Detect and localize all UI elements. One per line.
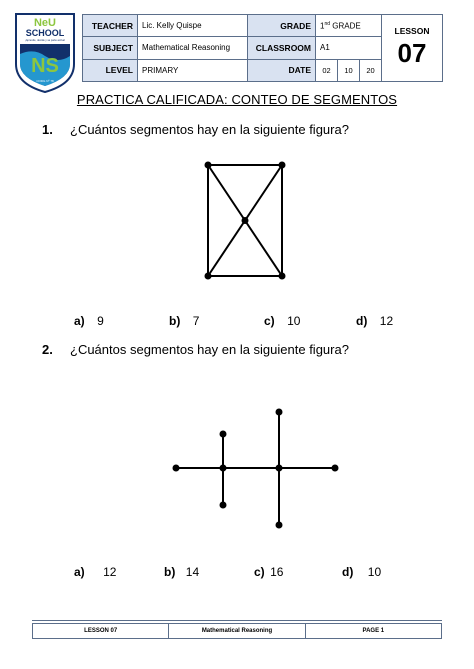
grade-value — [316, 15, 382, 37]
classroom-value: A1 — [316, 37, 382, 59]
q2-option-a-value: 12 — [103, 565, 117, 579]
question-2-text: ¿Cuántos segmentos hay en la siguiente figura? — [70, 342, 349, 357]
question-2-figure — [165, 400, 350, 540]
logo-text-school: SCHOOL — [25, 28, 65, 38]
q1-point — [279, 273, 286, 280]
q1-option-a[interactable] — [74, 312, 104, 330]
q1-option-b-letter: b) — [169, 314, 181, 328]
footer-table — [32, 623, 442, 639]
grade-value-rest: GRADE — [330, 21, 361, 31]
q1-option-a-value: 9 — [97, 314, 104, 328]
subject-value: Mathematical Reasoning — [138, 37, 248, 59]
q2-option-b-letter: b) — [164, 565, 176, 579]
q2-point — [220, 431, 227, 438]
date-label: DATE — [248, 59, 316, 81]
grade-value-sup: nd — [324, 20, 331, 27]
grade-value-num: 1 — [320, 21, 325, 31]
teacher-label: TEACHER — [83, 15, 138, 37]
lesson-label: LESSON — [394, 26, 430, 36]
date-month: 10 — [338, 59, 360, 81]
logo-initials: NS — [31, 55, 59, 77]
question-1-text: ¿Cuántos segmentos hay en la siguiente figura? — [70, 122, 349, 137]
q2-point — [220, 465, 227, 472]
q2-option-b[interactable] — [164, 563, 199, 581]
q2-option-d-letter: d) — [342, 565, 354, 579]
question-2-number: 2. — [42, 342, 53, 357]
logo-motto: ¡Aprende, decide y se parte activa! — [24, 39, 66, 42]
question-1-figure — [195, 155, 295, 285]
footer-subject: Mathematical Reasoning — [169, 624, 305, 639]
q2-point — [276, 465, 283, 472]
q2-option-a-letter: a) — [74, 565, 85, 579]
footer-page: PAGE 1 — [305, 624, 441, 639]
level-value: PRIMARY — [138, 59, 248, 81]
q1-point — [205, 273, 212, 280]
date-year: 20 — [360, 59, 382, 81]
teacher-value: Lic. Kelly Quispe — [138, 15, 248, 37]
q2-point — [220, 502, 227, 509]
q2-option-d-value: 10 — [367, 565, 382, 579]
date-day: 02 — [316, 59, 338, 81]
question-1-number: 1. — [42, 122, 53, 137]
q1-point — [242, 217, 249, 224]
q2-point — [173, 465, 180, 472]
page-title: PRACTICA CALIFICADA: CONTEO DE SEGMENTOS — [76, 92, 398, 107]
q1-option-c-value: 10 — [287, 314, 301, 328]
grade-label: GRADE — [248, 15, 316, 37]
school-logo — [14, 12, 76, 94]
lesson-cell — [382, 15, 443, 82]
q1-option-d-letter: d) — [356, 314, 368, 328]
classroom-label: CLASSROOM — [248, 37, 316, 59]
logo-text-top: NeU — [33, 17, 57, 29]
q2-point — [276, 409, 283, 416]
q1-option-c-letter: c) — [264, 314, 275, 328]
q1-option-a-letter: a) — [74, 314, 85, 328]
q2-option-c-value: 16 — [270, 565, 284, 579]
q1-option-c[interactable] — [264, 312, 300, 330]
subject-label: SUBJECT — [83, 37, 138, 59]
level-label: LEVEL — [83, 59, 138, 81]
q1-option-b-value: 7 — [192, 314, 200, 328]
q2-option-d[interactable] — [342, 563, 381, 581]
footer-lesson: LESSON 07 — [33, 624, 169, 639]
q1-point — [279, 162, 286, 169]
q1-option-d-value: 12 — [379, 314, 394, 328]
q2-option-c[interactable] — [254, 563, 283, 581]
q1-option-b[interactable] — [169, 312, 199, 330]
q1-point — [205, 162, 212, 169]
logo-code: CODIL Nº 78 — [36, 79, 54, 83]
header-table — [82, 14, 443, 82]
q2-option-b-value: 14 — [185, 565, 200, 579]
footer-divider — [32, 620, 442, 621]
q2-option-a[interactable] — [74, 563, 116, 581]
q1-option-d[interactable] — [356, 312, 393, 330]
lesson-number: 07 — [397, 38, 427, 68]
q2-point — [276, 522, 283, 529]
q2-point — [332, 465, 339, 472]
q2-option-c-letter: c) — [254, 565, 265, 579]
